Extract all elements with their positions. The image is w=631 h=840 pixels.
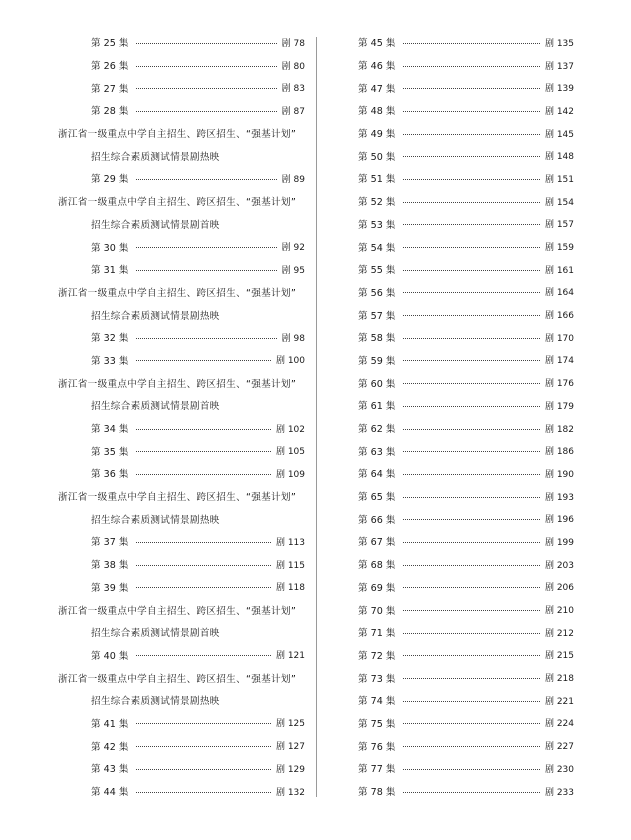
episode-label: 第 41 集 — [91, 718, 129, 730]
page-number: 剧 218 — [544, 674, 574, 685]
toc-entry[interactable] — [356, 326, 574, 349]
dot-leader — [403, 383, 540, 384]
page-number: 剧 212 — [544, 628, 574, 639]
toc-entry[interactable] — [356, 54, 574, 77]
page-number: 剧 174 — [544, 356, 574, 367]
toc-entry[interactable] — [356, 598, 574, 621]
toc-entry[interactable] — [356, 553, 574, 576]
dot-leader — [136, 429, 271, 430]
dot-leader — [403, 292, 540, 293]
toc-entry[interactable] — [58, 167, 305, 190]
toc-entry[interactable] — [356, 371, 574, 394]
toc-entry[interactable] — [356, 31, 574, 54]
episode-label: 第 74 集 — [358, 696, 396, 708]
section-heading: 浙江省一级重点中学自主招生、跨区招生、“强基计划” — [58, 129, 297, 141]
toc-entry[interactable] — [58, 553, 305, 576]
page-number: 剧 186 — [544, 447, 574, 458]
toc-entry[interactable] — [356, 644, 574, 667]
episode-label: 第 26 集 — [91, 61, 129, 73]
page-number: 剧 164 — [544, 288, 574, 299]
episode-label: 第 31 集 — [91, 265, 129, 277]
page-number: 剧 125 — [275, 719, 305, 730]
section-heading: 浙江省一级重点中学自主招生、跨区招生、“强基计划” — [58, 605, 297, 617]
toc-entry[interactable] — [356, 99, 574, 122]
episode-label: 第 39 集 — [91, 582, 129, 594]
dot-leader — [403, 338, 540, 339]
dot-leader — [136, 792, 271, 793]
dot-leader — [403, 224, 540, 225]
dot-leader — [403, 723, 540, 724]
episode-label: 第 48 集 — [358, 106, 396, 118]
section-subheading: 招生综合素质测试情景剧首映 — [91, 219, 220, 231]
toc-entry[interactable] — [356, 144, 574, 167]
dot-leader — [403, 202, 540, 203]
episode-label: 第 38 集 — [91, 560, 129, 572]
page-number: 剧 215 — [544, 651, 574, 662]
dot-leader — [136, 247, 277, 248]
page-number: 剧 95 — [281, 265, 305, 276]
dot-leader — [136, 338, 277, 339]
episode-label: 第 30 集 — [91, 242, 129, 254]
toc-entry[interactable] — [356, 462, 574, 485]
toc-entry[interactable] — [58, 31, 305, 54]
toc-left-column — [58, 31, 305, 802]
episode-label: 第 25 集 — [91, 38, 129, 50]
page-number: 剧 199 — [544, 537, 574, 548]
toc-entry[interactable] — [356, 303, 574, 326]
dot-leader — [136, 360, 271, 361]
toc-entry[interactable] — [58, 326, 305, 349]
dot-leader — [403, 542, 540, 543]
episode-label: 第 27 集 — [91, 83, 129, 95]
dot-leader — [403, 587, 540, 588]
page-number: 剧 132 — [275, 787, 305, 798]
dot-leader — [403, 655, 540, 656]
dot-leader — [403, 66, 540, 67]
dot-leader — [403, 610, 540, 611]
episode-label: 第 58 集 — [358, 333, 396, 345]
page-number: 剧 230 — [544, 764, 574, 775]
toc-entry[interactable] — [58, 757, 305, 780]
page-number: 剧 159 — [544, 243, 574, 254]
page-number: 剧 196 — [544, 515, 574, 526]
episode-label: 第 50 集 — [358, 151, 396, 163]
episode-label: 第 63 集 — [358, 446, 396, 458]
episode-label: 第 51 集 — [358, 174, 396, 186]
page-number: 剧 221 — [544, 696, 574, 707]
episode-label: 第 42 集 — [91, 741, 129, 753]
page-number: 剧 113 — [275, 537, 305, 548]
episode-label: 第 69 集 — [358, 582, 396, 594]
dot-leader — [403, 633, 540, 634]
dot-leader — [403, 179, 540, 180]
page-number: 剧 100 — [275, 356, 305, 367]
dot-leader — [403, 429, 540, 430]
page-number: 剧 190 — [544, 469, 574, 480]
toc-entry[interactable] — [356, 213, 574, 236]
dot-leader — [403, 565, 540, 566]
page-number: 剧 78 — [281, 38, 305, 49]
toc-entry[interactable] — [356, 621, 574, 644]
episode-label: 第 67 集 — [358, 537, 396, 549]
dot-leader — [136, 655, 271, 656]
page-number: 剧 154 — [544, 197, 574, 208]
episode-label: 第 65 集 — [358, 492, 396, 504]
page-number: 剧 83 — [281, 84, 305, 95]
toc-entry[interactable] — [58, 712, 305, 735]
toc-entry[interactable] — [356, 190, 574, 213]
toc-entry[interactable] — [58, 99, 305, 122]
toc-entry[interactable] — [58, 530, 305, 553]
page-number: 剧 127 — [275, 742, 305, 753]
page-number: 剧 115 — [275, 560, 305, 571]
episode-label: 第 68 集 — [358, 560, 396, 572]
episode-label: 第 78 集 — [358, 787, 396, 799]
dot-leader — [403, 270, 540, 271]
dot-leader — [136, 769, 271, 770]
episode-label: 第 57 集 — [358, 310, 396, 322]
episode-label: 第 75 集 — [358, 718, 396, 730]
page-number: 剧 145 — [544, 129, 574, 140]
dot-leader — [136, 451, 271, 452]
dot-leader — [403, 134, 540, 135]
episode-label: 第 60 集 — [358, 378, 396, 390]
toc-entry[interactable] — [356, 757, 574, 780]
toc-entry[interactable] — [58, 54, 305, 77]
toc-entry[interactable] — [356, 734, 574, 757]
dot-leader — [403, 43, 540, 44]
section-heading: 浙江省一级重点中学自主招生、跨区招生、“强基计划” — [58, 492, 297, 504]
episode-label: 第 64 集 — [358, 469, 396, 481]
page-number: 剧 161 — [544, 265, 574, 276]
page-number: 剧 102 — [275, 424, 305, 435]
section-subheading: 招生综合素质测试情景剧首映 — [91, 628, 220, 640]
episode-label: 第 35 集 — [91, 446, 129, 458]
section-heading: 浙江省一级重点中学自主招生、跨区招生、“强基计划” — [58, 197, 297, 209]
dot-leader — [136, 587, 271, 588]
dot-leader — [136, 723, 271, 724]
dot-leader — [403, 701, 540, 702]
dot-leader — [403, 247, 540, 248]
page-number: 剧 176 — [544, 379, 574, 390]
toc-entry[interactable] — [58, 439, 305, 462]
episode-label: 第 45 集 — [358, 38, 396, 50]
toc-entry[interactable] — [58, 576, 305, 599]
episode-label: 第 70 集 — [358, 605, 396, 617]
toc-entry[interactable] — [58, 76, 305, 99]
page-number: 剧 118 — [275, 583, 305, 594]
dot-leader — [403, 156, 540, 157]
toc-entry[interactable] — [356, 530, 574, 553]
toc-entry[interactable] — [58, 235, 305, 258]
toc-entry[interactable] — [356, 167, 574, 190]
section-subheading: 招生综合素质测试情景剧热映 — [91, 696, 220, 708]
page-number: 剧 87 — [281, 106, 305, 117]
episode-label: 第 53 集 — [358, 219, 396, 231]
episode-label: 第 71 集 — [358, 628, 396, 640]
dot-leader — [403, 678, 540, 679]
page-number: 剧 121 — [275, 651, 305, 662]
dot-leader — [403, 315, 540, 316]
toc-entry[interactable] — [356, 576, 574, 599]
toc-entry[interactable] — [58, 462, 305, 485]
episode-label: 第 77 集 — [358, 764, 396, 776]
dot-leader — [403, 111, 540, 112]
section-heading: 浙江省一级重点中学自主招生、跨区招生、“强基计划” — [58, 287, 297, 299]
page-number: 剧 210 — [544, 606, 574, 617]
toc-entry[interactable] — [356, 122, 574, 145]
page-number: 剧 139 — [544, 84, 574, 95]
toc-entry[interactable] — [356, 349, 574, 372]
episode-label: 第 29 集 — [91, 174, 129, 186]
page-number: 剧 151 — [544, 174, 574, 185]
dot-leader — [403, 746, 540, 747]
page-number: 剧 89 — [281, 174, 305, 185]
episode-label: 第 47 集 — [358, 83, 396, 95]
page-number: 剧 137 — [544, 61, 574, 72]
dot-leader — [403, 792, 540, 793]
page-number: 剧 129 — [275, 764, 305, 775]
toc-right-column — [356, 31, 574, 802]
dot-leader — [403, 406, 540, 407]
column-divider — [316, 37, 317, 797]
episode-label: 第 46 集 — [358, 61, 396, 73]
page-number: 剧 157 — [544, 220, 574, 231]
toc-entry[interactable] — [58, 258, 305, 281]
dot-leader — [136, 565, 271, 566]
episode-label: 第 59 集 — [358, 355, 396, 367]
episode-label: 第 56 集 — [358, 287, 396, 299]
toc-entry[interactable] — [356, 258, 574, 281]
dot-leader — [403, 769, 540, 770]
episode-label: 第 62 集 — [358, 424, 396, 436]
episode-label: 第 33 集 — [91, 355, 129, 367]
episode-label: 第 73 集 — [358, 673, 396, 685]
episode-label: 第 28 集 — [91, 106, 129, 118]
episode-label: 第 34 集 — [91, 424, 129, 436]
toc-entry[interactable] — [58, 349, 305, 372]
dot-leader — [136, 88, 277, 89]
dot-leader — [136, 746, 271, 747]
episode-label: 第 49 集 — [358, 129, 396, 141]
dot-leader — [136, 474, 271, 475]
episode-label: 第 32 集 — [91, 333, 129, 345]
page-number: 剧 135 — [544, 38, 574, 49]
episode-label: 第 55 集 — [358, 265, 396, 277]
page-number: 剧 98 — [281, 333, 305, 344]
page-number: 剧 109 — [275, 469, 305, 480]
section-subheading: 招生综合素质测试情景剧首映 — [91, 401, 220, 413]
page-number: 剧 148 — [544, 152, 574, 163]
page-number: 剧 142 — [544, 106, 574, 117]
dot-leader — [403, 88, 540, 89]
episode-label: 第 72 集 — [358, 650, 396, 662]
dot-leader — [136, 66, 277, 67]
page-number: 剧 166 — [544, 311, 574, 322]
episode-label: 第 44 集 — [91, 787, 129, 799]
toc-entry[interactable] — [356, 439, 574, 462]
episode-label: 第 54 集 — [358, 242, 396, 254]
toc-entry[interactable] — [356, 235, 574, 258]
page-number: 剧 206 — [544, 583, 574, 594]
dot-leader — [403, 474, 540, 475]
page-number: 剧 105 — [275, 447, 305, 458]
toc-entry[interactable] — [356, 394, 574, 417]
toc-entry[interactable] — [356, 712, 574, 735]
toc-entry[interactable] — [58, 417, 305, 440]
toc-entry[interactable] — [356, 780, 574, 803]
dot-leader — [403, 497, 540, 498]
episode-label: 第 61 集 — [358, 401, 396, 413]
toc-entry[interactable] — [356, 485, 574, 508]
dot-leader — [136, 270, 277, 271]
section-subheading: 招生综合素质测试情景剧热映 — [91, 310, 220, 322]
episode-label: 第 43 集 — [91, 764, 129, 776]
episode-label: 第 76 集 — [358, 741, 396, 753]
dot-leader — [403, 519, 540, 520]
toc-entry[interactable] — [356, 507, 574, 530]
section-heading: 浙江省一级重点中学自主招生、跨区招生、“强基计划” — [58, 378, 297, 390]
page-number: 剧 224 — [544, 719, 574, 730]
toc-entry[interactable] — [58, 734, 305, 757]
section-subheading: 招生综合素质测试情景剧热映 — [91, 514, 220, 526]
toc-entry[interactable] — [356, 666, 574, 689]
toc-entry[interactable] — [58, 780, 305, 803]
toc-entry[interactable] — [58, 644, 305, 667]
dot-leader — [136, 179, 277, 180]
page-number: 剧 182 — [544, 424, 574, 435]
page-number: 剧 227 — [544, 742, 574, 753]
dot-leader — [403, 360, 540, 361]
section-subheading: 招生综合素质测试情景剧热映 — [91, 151, 220, 163]
toc-entry[interactable] — [356, 76, 574, 99]
dot-leader — [136, 542, 271, 543]
toc-entry[interactable] — [356, 689, 574, 712]
section-heading: 浙江省一级重点中学自主招生、跨区招生、“强基计划” — [58, 673, 297, 685]
toc-entry[interactable] — [356, 281, 574, 304]
page-number: 剧 92 — [281, 243, 305, 254]
toc-entry[interactable] — [356, 417, 574, 440]
page-number: 剧 179 — [544, 401, 574, 412]
episode-label: 第 40 集 — [91, 650, 129, 662]
page-number: 剧 80 — [281, 61, 305, 72]
dot-leader — [136, 43, 277, 44]
page-number: 剧 233 — [544, 787, 574, 798]
dot-leader — [136, 111, 277, 112]
page-number: 剧 170 — [544, 333, 574, 344]
episode-label: 第 66 集 — [358, 514, 396, 526]
page-number: 剧 203 — [544, 560, 574, 571]
episode-label: 第 37 集 — [91, 537, 129, 549]
page-number: 剧 193 — [544, 492, 574, 503]
episode-label: 第 36 集 — [91, 469, 129, 481]
dot-leader — [403, 451, 540, 452]
episode-label: 第 52 集 — [358, 197, 396, 209]
